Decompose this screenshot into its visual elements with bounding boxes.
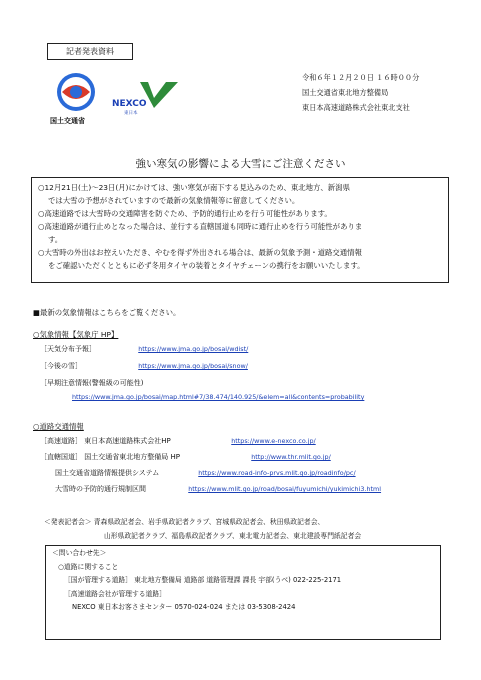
contact-mlit-line: ［国が管理する道路］ 東北地方整備局 道路部 道路管理課 課長 宇部(うべ) 022-225-2171 xyxy=(64,576,342,584)
weather-early-link[interactable]: https://www.jma.go.jp/bosai/map.html#7/38.474/140.925/&elem=all&contents=probability xyxy=(72,393,365,401)
intro-text: ■最新の気象情報はこちらをご覧ください。 xyxy=(33,308,181,317)
summary-line: ○高速道路が通行止めとなった場合は、並行する直轄国道も同時に通行止めを行う可能性がありま xyxy=(38,222,363,231)
mlit-logo xyxy=(52,72,100,112)
page-title: 強い寒気の影響による大雪にご注意ください xyxy=(135,158,346,170)
summary-line: では大雪の予想がされていますので最新の気象情報等に留意してください。 xyxy=(48,196,300,205)
traffic-heading: ○道路交通情報 xyxy=(33,422,84,431)
weather-early-label: ［早期注意情報(警報級の可能性) xyxy=(40,379,144,387)
traffic-label: ［直轄国道］ 国土交通省東北地方整備局 HP xyxy=(40,453,180,461)
traffic-link[interactable]: http://www.thr.mlit.go.jp/ xyxy=(251,453,331,461)
traffic-link[interactable]: https://www.road-info-prvs.mlit.go.jp/roadinfo/pc/ xyxy=(198,469,356,477)
weather-link[interactable]: https://www.jma.go.jp/bosai/snow/ xyxy=(138,362,248,370)
summary-line: ○高速道路では大雪時の交通障害を防ぐため、予防的通行止めを行う可能性があります。 xyxy=(38,209,332,218)
contact-nexco-line: NEXCO 東日本お客さまセンター 0570-024-024 または 03-5308-2424 xyxy=(72,603,296,611)
traffic-label: 大雪時の予防的通行規制区間 xyxy=(55,485,146,493)
weather-row xyxy=(40,344,248,354)
org-mlit: 国土交通省東北地方整備局 xyxy=(302,88,389,97)
traffic-label: 国土交通省道路情報提供システム xyxy=(55,469,160,477)
weather-label: ［今後の雪］ xyxy=(40,362,82,370)
traffic-row xyxy=(55,484,381,494)
traffic-row xyxy=(40,436,316,446)
traffic-row xyxy=(55,468,356,478)
press-release-label: 記者発表資料 xyxy=(47,43,133,60)
traffic-label: ［高速道路］ 東日本高速道路株式会社HP xyxy=(40,437,171,445)
contact-title: ＜問い合わせ先＞ xyxy=(52,549,107,557)
org-nexco: 東日本高速道路株式会社東北支社 xyxy=(302,103,410,112)
contact-road-heading: ○道路に関すること xyxy=(58,562,119,571)
weather-heading: ○気象情報【気象庁 HP】 xyxy=(33,330,119,339)
svg-text:東日本: 東日本 xyxy=(124,111,138,116)
contact-expressway-label: ［高速道路会社が管理する道路］ xyxy=(64,589,166,598)
summary-line: ○大雪時の外出はお控えいただき、やむを得ず外出される場合は、最新の気象予測・道路交通情報 xyxy=(38,248,362,257)
weather-row xyxy=(40,361,248,371)
traffic-link[interactable]: https://www.e-nexco.co.jp/ xyxy=(231,437,316,445)
svg-text:NEXCO: NEXCO xyxy=(112,99,147,109)
traffic-link[interactable]: https://www.mlit.go.jp/road/bosai/fuyumichi/yukimichi3.html xyxy=(188,485,382,493)
traffic-row xyxy=(40,452,331,462)
weather-label: ［天気分布予報］ xyxy=(40,345,96,353)
header-meta xyxy=(302,70,419,115)
mlit-name: 国土交通省 xyxy=(50,117,85,125)
contact-box xyxy=(45,545,441,640)
nexco-logo xyxy=(110,80,180,116)
weather-link[interactable]: https://www.jma.go.jp/bosai/wdist/ xyxy=(138,345,249,353)
summary-box xyxy=(31,177,449,283)
press-clubs-line: 山形県政記者クラブ、福島県政記者クラブ、東北電力記者会、東北建設専門紙記者会 xyxy=(104,532,362,540)
summary-line: す。 xyxy=(48,235,63,244)
summary-line: をご確認いただくとともに必ず冬用タイヤの装着とタイヤチェーンの携行をお願いいたします。 xyxy=(48,261,365,270)
press-clubs-line: ＜発表記者会＞ 青森県政記者会、岩手県政記者クラブ、宮城県政記者会、秋田県政記者会、 xyxy=(44,518,325,526)
release-date: 令和６年１２月２０日 １６時００分 xyxy=(302,73,420,82)
summary-line: ○12月21日(土)～23日(月)にかけては、強い寒気が南下する見込みのため、東北地方、新潟県 xyxy=(38,183,350,192)
